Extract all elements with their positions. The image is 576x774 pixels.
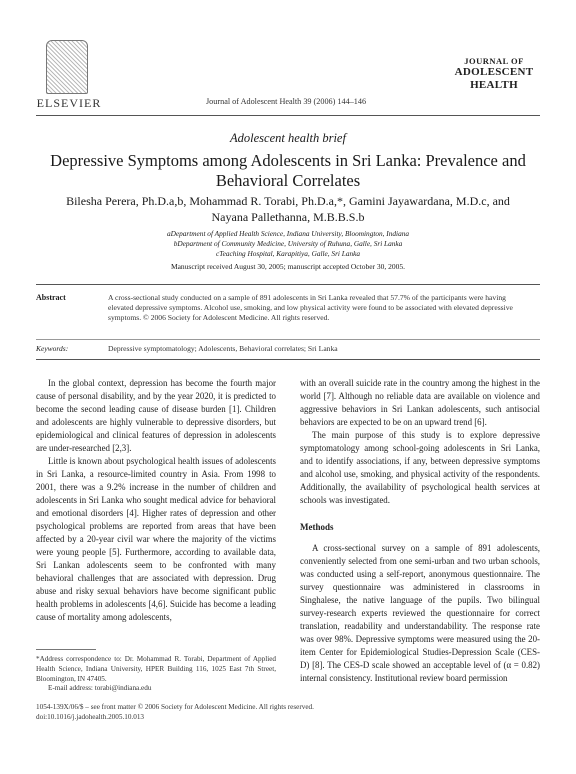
affiliation-a: aDepartment of Applied Health Science, Indiana University, Bloomington, Indiana bbox=[166, 229, 410, 238]
journal-citation: Journal of Adolescent Health 39 (2006) 144–146 bbox=[206, 97, 367, 106]
body-paragraph: with an overall suicide rate in the country among the highest in the world [7]. Although no reliable data are available on violence and aggressive behaviors in Sri Lankan adolescents, such antisocial behaviors are expected to be on an upward trend [6]. bbox=[300, 378, 540, 427]
abstract-text: A cross-sectional study conducted on a sample of 891 adolescents in Sri Lanka revealed that 57.7% of the participants were having elevated depressive symptoms. Alcohol use, smoking, and low physical activity were found to be associated with elevated depressive symptoms. © 2006 Society for Adolescent Medicine. All rights reserved. bbox=[108, 293, 513, 323]
publisher-name: ELSEVIER bbox=[36, 96, 102, 110]
journal-logo-line-2: ADOLESCENT bbox=[454, 66, 534, 78]
methods-heading: Methods bbox=[300, 522, 334, 532]
correspondence-footnote bbox=[36, 655, 276, 694]
footnote-rule bbox=[36, 649, 96, 650]
publisher-logo bbox=[36, 38, 102, 110]
front-matter bbox=[36, 702, 314, 722]
affiliation-b: bDepartment of Community Medicine, University of Ruhuna, Galle, Sri Lanka bbox=[173, 239, 403, 248]
doi-line: doi:10.1016/j.jadohealth.2005.10.013 bbox=[36, 713, 145, 721]
header-rule bbox=[36, 115, 540, 116]
manuscript-dates: Manuscript received August 30, 2005; manuscript accepted October 30, 2005. bbox=[170, 262, 406, 271]
correspondence-address: *Address correspondence to: Dr. Mohammad R. Torabi, Department of Applied Health Science, Indiana University, HPER Building 116, 1025 East 7th Street, Bloomington, IN 47405. bbox=[36, 655, 276, 683]
article-title: Depressive Symptoms among Adolescents in Sri Lanka: Prevalence and Behavioral Correlates bbox=[50, 151, 526, 190]
abstract-top-rule bbox=[36, 284, 540, 285]
affiliation-c: cTeaching Hospital, Karapitiya, Galle, Sri Lanka bbox=[215, 249, 361, 258]
abstract-divider bbox=[36, 339, 540, 340]
body-right-column bbox=[300, 377, 540, 685]
journal-logo bbox=[450, 56, 538, 92]
body-paragraph: The main purpose of this study is to explore depressive symptomatology among school-going adolescents in Sri Lanka, and to identify associations, if any, between depressive symptoms and alcohol use, smoking, and physical activity of the respondents. Additionally, the availability of psychological health services at schools was investigated. bbox=[300, 430, 540, 505]
body-paragraph: In the global context, depression has become the fourth major cause of personal disability, and by the year 2020, it is predicted to become the second leading cause of disease burden [1]. Children and adolescents are highly vulnerable to depressive disorders, but epidemiological and clinical features of depression in adolescents are under-researched [2,3]. bbox=[36, 378, 276, 453]
body-paragraph: Little is known about psychological health issues of adolescents in Sri Lanka, a resource-limited country in Asia. From 1998 to 2001, there was a 9.2% increase in the number of children and adolescents in Sri Lanka who sought medical advice for behavioral and emotional disorders [4]. Higher rates of depression and other psychological problems are reported from areas that have been affected by a 20-year civil war where the majority of the victims were young people [5]. Furthermore, according to available data, Sri Lankan adolescents seem to be confronted with many behavioral challenges that are associated with depression. Drug abuse and risky sexual behaviors have become significant public health problems in adolescents [4,6]. Suicide has become a leading cause of mortality among adolescents, bbox=[36, 456, 276, 622]
journal-logo-line-1: JOURNAL OF bbox=[464, 56, 524, 66]
tree-emblem-icon bbox=[46, 40, 88, 94]
keywords-text: Depressive symptomatology; Adolescents, Behavioral correlates; Sri Lanka bbox=[108, 344, 338, 353]
section-label: Adolescent health brief bbox=[230, 131, 346, 145]
journal-logo-line-3: HEALTH bbox=[470, 79, 518, 91]
keywords-label: Keywords: bbox=[36, 344, 69, 353]
correspondence-email: E-mail address: torabi@indiana.edu bbox=[48, 684, 152, 693]
methods-paragraph: A cross-sectional survey on a sample of 891 adolescents, conveniently selected from one semi-urban and two urban schools, was conducted using a self-report, anonymous questionnaire. The survey questionnaire was administered in classrooms in Singhalese, the native language of the pupils. Two bilingual survey-research experts reviewed the questionnaire for correct translation, readability and understandability. The response rate was over 98%. Depressive symptoms were measured using the 20-item Center for Epidemiological Studies-Depression Scale (CES-D) [8]. The CES-D scale showed an acceptable level of (α = 0.82) internal consistency. Institutional review board permission bbox=[300, 543, 540, 683]
author-line-2: Nayana Pallethanna, M.B.B.S.b bbox=[211, 210, 365, 224]
author-list bbox=[36, 193, 540, 225]
author-line-1: Bilesha Perera, Ph.D.a,b, Mohammad R. Torabi, Ph.D.a,*, Gamini Jayawardana, M.D.c, and bbox=[66, 194, 510, 208]
abstract-bottom-rule bbox=[36, 359, 540, 360]
body-left-column bbox=[36, 377, 276, 624]
abstract-label: Abstract bbox=[36, 293, 66, 302]
issn-line: 1054-139X/06/$ – see front matter © 2006 Society for Adolescent Medicine. All rights reserved. bbox=[36, 703, 314, 711]
